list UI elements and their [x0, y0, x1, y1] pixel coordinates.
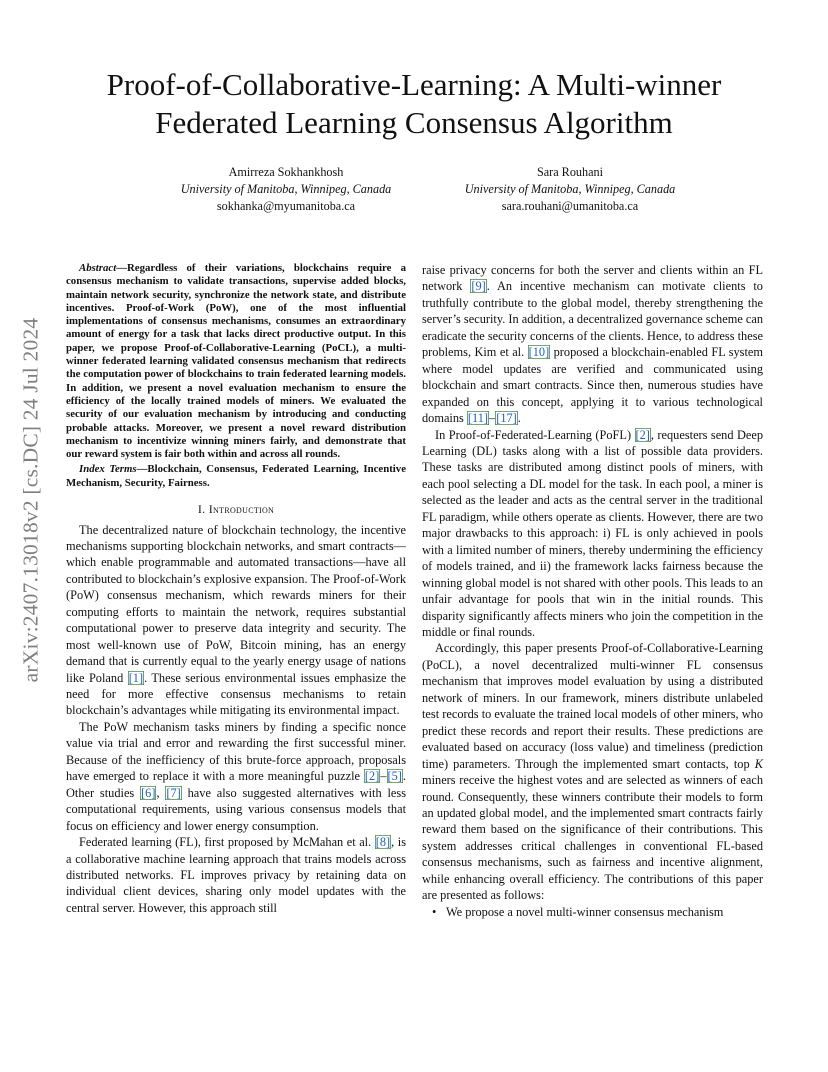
- citation-link[interactable]: [5]: [387, 769, 402, 784]
- text-run: In Proof-of-Federated-Learning (PoFL): [435, 427, 635, 442]
- arxiv-identifier: arXiv:2407.13018v2 [cs.DC] 24 Jul 2024: [18, 317, 43, 683]
- text-run: . An incentive mechanism can motivate clients to truthfully contribute to the global model, thereby strengthening the server’s security. In addition, a decentralized governance scheme can eradicate the security concerns of the clients. Hence, to address these problems, Kim et al.: [422, 279, 764, 360]
- text-run: raise privacy concerns for both the server and clients within an FL network: [422, 263, 763, 294]
- citation-link[interactable]: [6]: [141, 785, 156, 800]
- abstract-label: Abstract: [79, 262, 117, 274]
- text-run: Accordingly, this paper presents Proof-of-Collaborative-Learning (PoCL), a novel decentralized multi-winner FL consensus mechanism that improves model evaluation by using a distributed network of miners. In our framework, miners distribute unlabeled test records to evaluate the trained local models of other miners, who predict these records and report their results. These predictions are evaluated based on accuracy (loss value) and timeliness (prediction time) parameters. Through the implemented smart contacts, top: [422, 641, 763, 771]
- text-run: –: [489, 411, 496, 426]
- paper-title: [60, 66, 768, 142]
- citation-link[interactable]: [2]: [635, 427, 650, 442]
- text-run: –: [380, 769, 387, 784]
- citation-link[interactable]: [2]: [364, 769, 380, 784]
- title-line-2: Federated Learning Consensus Algorithm: [155, 105, 673, 140]
- paragraph: [66, 522, 406, 719]
- author-name: Sara Rouhani: [536, 165, 603, 179]
- text-run: The PoW mechanism tasks miners by finding a specific nonce value via trial and error and rewarding the first successful miner. Because of the inefficiency of this brute-force approach, proposals have emerged to replace it with a more meaningful puzzle: [66, 719, 406, 784]
- math-variable-k: K: [754, 756, 763, 771]
- author-email[interactable]: sokhanka@myumanitoba.ca: [216, 199, 356, 213]
- citation-link[interactable]: [8]: [375, 835, 391, 850]
- author-affiliation: University of Manitoba, Winnipeg, Canada: [180, 182, 392, 196]
- list-item: • We propose a novel multi-winner consensus mechanism: [446, 904, 763, 920]
- citation-link[interactable]: [1]: [128, 670, 144, 685]
- text-run: The decentralized nature of blockchain technology, the incentive mechanisms supporting blockchain networks, and smart contracts—which enable programmable and automated transactions—have all contributed to blockchain’s explosive expansion. The Proof-of-Work (PoW) consensus mechanism, which rewards miners for their computing efforts to maintain the network, requires substantial computational power to preserve data integrity and security. The most well-known use of PoW, Bitcoin mining, has an energy demand that is currently equal to the yearly energy usage of nations like Poland: [66, 522, 406, 685]
- abstract-text: Regardless of their variations, blockchains require a consensus mechanism to validate transactions, supervise added blocks, maintain network security, synchronize the network state, and distribute incentives. Proof-of-Work (PoW), one of the most influential implementations of consensus mechanisms, consumes an extraordinary amount of energy for a task that lacks direct productive output. In this paper, we propose Proof-of-Collaborative-Learning (PoCL), a multi-winner federated learning validated consensus mechanism that redirects the computation power of blockchains to train federated learning models. In addition, we present a novel evaluation mechanism to ensure the efficiency of the locally trained models of miners. We evaluated the security of our evaluation mechanism by introducing and conducting probable attacks. Moreover, we present a novel reward distribution mechanism to incentivize winning miners fairly, and demonstrate that our reward system is fair both within and across all rounds.: [66, 262, 406, 461]
- index-terms-text: Blockchain, Consensus, Federated Learning, Incentive Mechanism, Security, Fairness.: [66, 463, 406, 489]
- paragraph: [66, 719, 406, 834]
- text-run: . Other studies: [66, 769, 406, 800]
- citation-link[interactable]: [11]: [467, 411, 489, 426]
- title-line-1: Proof-of-Collaborative-Learning: A Multi-winner: [106, 67, 722, 102]
- index-terms: Index Terms—Blockchain, Consensus, Federated Learning, Incentive Mechanism, Security, Fairness.: [66, 463, 406, 489]
- citation-link[interactable]: [10]: [528, 345, 550, 360]
- citation-link[interactable]: [17]: [496, 411, 517, 426]
- index-terms-label: Index Terms: [79, 463, 137, 476]
- section-title: Introduction: [208, 502, 275, 517]
- abstract: Abstract—Regardless of their variations, blockchains require a consensus mechanism to validate transactions, supervise added blocks, maintain network security, synchronize the network state, and distribute incentives. Proof-of-Work (PoW), one of the most influential implementations of consensus mechanisms, consumes an extraordinary amount of energy for a task that lacks direct productive output. In this paper, we propose Proof-of-Collaborative-Learning (PoCL), a multi-winner federated learning validated consensus mechanism that redirects the computation power of blockchains to train federated learning models. In addition, we present a novel evaluation mechanism to ensure the efficiency of the locally trained models of miners. We evaluated the security of our evaluation mechanism by introducing and conducting probable attacks. Moreover, we present a novel reward distribution mechanism to incentivize winning miners fairly, and demonstrate that our reward system is fair both within and across all rounds.: [66, 262, 406, 461]
- paragraph: [66, 834, 406, 916]
- text-run: Federated learning (FL), first proposed by McMahan et al.: [79, 835, 375, 850]
- contributions-list: [422, 904, 763, 920]
- arxiv-sidebar-stamp: [18, 295, 44, 705]
- text-run: , requesters send Deep Learning (DL) tasks along with a list of possible data providers. These tasks are distributed among distinct pools of miners, with each pool selecting a DL model for the task. In each pool, a miner is selected as the leader and acts as the central server in the traditional FL paradigm, while others operate as clients. However, there are two major drawbacks to this approach: i) FL is only achieved in pools with a limited number of miners, thereby undermining the efficiency of models trained, and ii) the framework lacks fairness because the winning global model is not shared with other pools. This leads to an unfair advantage for pools that win in the initial rounds. This disparity significantly affects miners who join the competition in the middle or final rounds.: [422, 427, 763, 639]
- author-email[interactable]: sara.rouhani@umanitoba.ca: [501, 199, 639, 213]
- right-column: [422, 262, 763, 920]
- author-name: Amirreza Sokhankhosh: [228, 165, 344, 179]
- text-run: . These serious environmental issues emphasize the need for more effective consensus mechanisms to retain blockchain’s advantages while mitigating its environmental impact.: [66, 670, 406, 718]
- paragraph: [422, 427, 763, 641]
- citation-link[interactable]: [7]: [166, 785, 181, 800]
- section-heading-introduction: [66, 501, 406, 517]
- section-number: I.: [197, 502, 206, 517]
- paragraph: [422, 262, 763, 427]
- paragraph: [422, 640, 763, 903]
- citation-link[interactable]: [9]: [471, 279, 486, 294]
- text-run: proposed a blockchain-enabled FL system where model updates are verified and communicated using blockchain and smart contracts. Since then, numerous studies have expanded on this concept, applying it to various technological domains: [422, 345, 763, 426]
- text-run: .: [517, 411, 521, 426]
- author-block-2: [400, 164, 740, 215]
- text-run: have also suggested alternatives with less computational requirements, using various consensus models that focus on efficiency and lower energy consumption.: [66, 785, 406, 833]
- left-column: [66, 262, 406, 916]
- author-affiliation: University of Manitoba, Winnipeg, Canada: [464, 182, 676, 196]
- text-run: ,: [156, 785, 166, 800]
- text-run: , is a collaborative machine learning approach that trains models across distributed networks. FL improves privacy by retaining data on individual client devices, sharing only model updates with the central server. However, this approach still: [66, 835, 406, 915]
- text-run: miners receive the highest votes and are selected as winners of each round. Consequently, these winners contribute their models to form an updated global model, and the implemented smart contracts fairly reward them based on the significance of their contributions. This system addresses critical challenges in conventional FL-based consensus mechanisms, such as fairness and incentive alignment, while enhancing overall efficiency. The contributions of this paper are presented as follows:: [422, 773, 763, 903]
